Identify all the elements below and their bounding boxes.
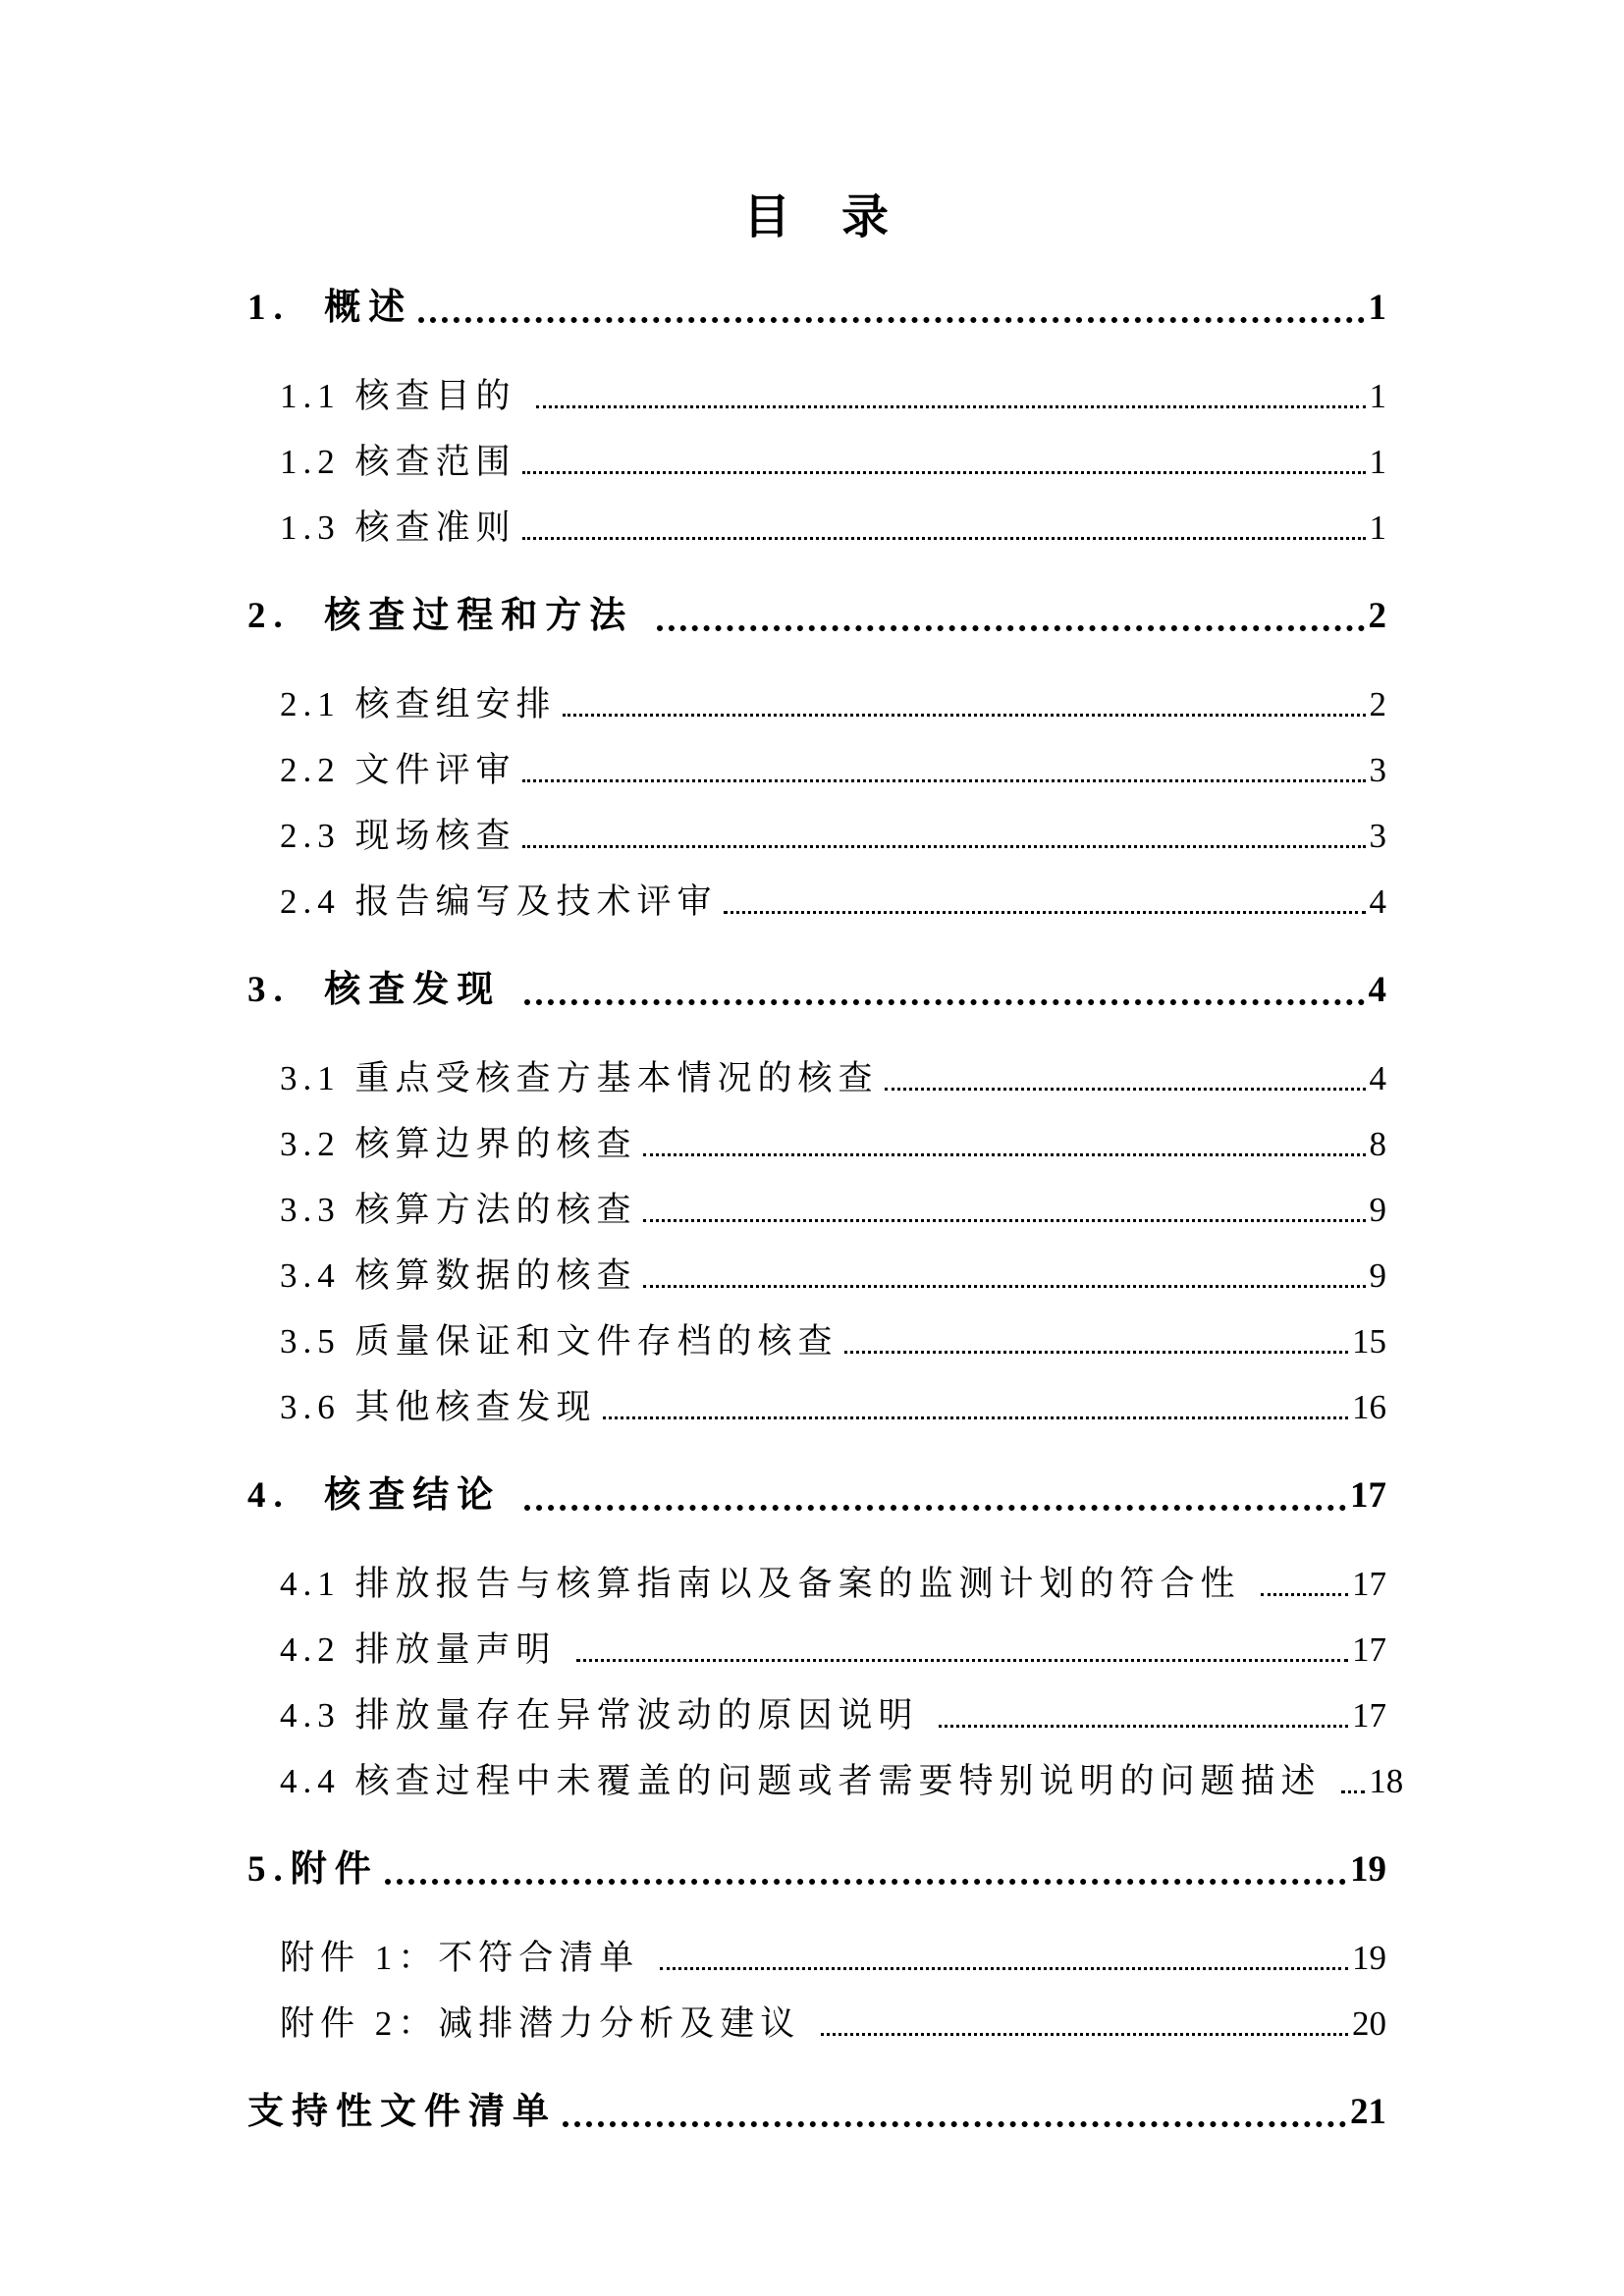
toc-entry-page-number: 3 (1369, 817, 1386, 855)
toc-entry-label: 3.4 核算数据的核查 (280, 1256, 637, 1295)
toc-entry (247, 429, 1386, 495)
toc-entry-label: 附件 2：减排潜力分析及建议 (280, 2004, 816, 2043)
toc-entry-page-number: 18 (1369, 1762, 1404, 1800)
toc-entry-page-number: 9 (1369, 1191, 1386, 1229)
toc-entry-label: 4.1 排放报告与核算指南以及备案的监测计划的符合性 (280, 1565, 1256, 1603)
toc-entry-label: 5.附件 (247, 1849, 379, 1890)
toc-entry-label: 2. 核查过程和方法 (247, 596, 651, 636)
toc-entry-label: 3.3 核算方法的核查 (280, 1191, 637, 1229)
toc-entry (247, 803, 1386, 869)
dot-leader (563, 2121, 1346, 2127)
toc-list (247, 275, 1404, 2145)
dot-leader (724, 911, 1366, 914)
dot-leader (418, 317, 1364, 323)
toc-entry-page-number: 16 (1352, 1388, 1386, 1426)
toc-entry-label: 支持性文件清单 (247, 2092, 557, 2132)
toc-entry (247, 1551, 1386, 1617)
toc-entry (247, 2079, 1386, 2145)
toc-entry-page-number: 2 (1369, 685, 1386, 723)
toc-entry (247, 1243, 1386, 1308)
toc-entry-page-number: 1 (1369, 443, 1386, 481)
toc-entry-label: 2.4 报告编写及技术评审 (280, 882, 718, 921)
dot-leader (885, 1088, 1366, 1091)
toc-entry-label: 1. 概述 (247, 288, 413, 328)
toc-entry (247, 1682, 1386, 1748)
dot-leader (522, 779, 1366, 782)
toc-entry-page-number: 9 (1369, 1256, 1386, 1295)
dot-leader (657, 625, 1365, 631)
toc-entry (247, 583, 1386, 649)
dot-leader (603, 1416, 1348, 1419)
page-title: 目 录 (742, 191, 891, 243)
dot-leader (1341, 1790, 1365, 1793)
dot-leader (939, 1725, 1348, 1728)
toc-entry (247, 1045, 1386, 1111)
toc-entry-page-number: 20 (1352, 2004, 1386, 2043)
toc-entry-label: 4.2 排放量声明 (280, 1630, 571, 1669)
dot-leader (563, 714, 1366, 717)
toc-entry-page-number: 4 (1369, 1059, 1386, 1097)
toc-entry (247, 671, 1386, 737)
dot-leader (576, 1659, 1348, 1662)
toc-entry-page-number: 8 (1369, 1125, 1386, 1163)
dot-leader (821, 2033, 1348, 2036)
toc-entry-label: 2.2 文件评审 (280, 751, 516, 789)
toc-entry (247, 1925, 1386, 1991)
toc-entry-label: 4. 核查结论 (247, 1475, 518, 1516)
toc-entry-page-number: 1 (1369, 508, 1386, 547)
toc-entry (247, 957, 1386, 1023)
dot-leader (522, 471, 1366, 474)
toc-entry-page-number: 17 (1352, 1696, 1386, 1735)
toc-entry-label: 3.5 质量保证和文件存档的核查 (280, 1322, 839, 1361)
dot-leader (643, 1219, 1366, 1222)
toc-entry-page-number: 1 (1369, 377, 1386, 415)
toc-entry-page-number: 17 (1352, 1565, 1386, 1603)
toc-entry (247, 1374, 1386, 1440)
toc-entry-label: 4.3 排放量存在异常波动的原因说明 (280, 1696, 934, 1735)
toc-entry (247, 869, 1386, 934)
toc-entry (247, 1837, 1386, 1902)
toc-entry-label: 3.2 核算边界的核查 (280, 1125, 637, 1163)
toc-entry (247, 275, 1386, 341)
dot-leader (536, 405, 1365, 408)
toc-entry (247, 1111, 1386, 1177)
toc-entry (247, 737, 1386, 803)
toc-entry-page-number: 4 (1369, 882, 1386, 921)
dot-leader (524, 999, 1365, 1005)
toc-entry (247, 1617, 1386, 1682)
toc-entry (247, 1748, 1404, 1814)
toc-entry-label: 1.2 核查范围 (280, 443, 516, 481)
toc-entry-label: 附件 1：不符合清单 (280, 1939, 655, 1977)
toc-entry (247, 1463, 1386, 1528)
dot-leader (524, 1505, 1347, 1511)
toc-entry-page-number: 15 (1352, 1322, 1386, 1361)
toc-entry (247, 363, 1386, 429)
toc-entry-label: 4.4 核查过程中未覆盖的问题或者需要特别说明的问题描述 (280, 1762, 1336, 1800)
dot-leader (522, 845, 1366, 848)
toc-entry-page-number: 1 (1368, 288, 1386, 328)
dot-leader (1261, 1593, 1348, 1596)
toc-entry-label: 3.1 重点受核查方基本情况的核查 (280, 1059, 879, 1097)
toc-entry (247, 495, 1386, 561)
toc-entry (247, 1177, 1386, 1243)
toc-entry-page-number: 21 (1350, 2092, 1386, 2132)
toc-entry-label: 1.1 核查目的 (280, 377, 531, 415)
toc-entry-page-number: 19 (1352, 1939, 1386, 1977)
toc-entry-page-number: 3 (1369, 751, 1386, 789)
dot-leader (643, 1285, 1366, 1288)
toc-entry-label: 2.1 核查组安排 (280, 685, 557, 723)
toc-entry-label: 3. 核查发现 (247, 970, 518, 1010)
dot-leader (660, 1967, 1348, 1970)
toc-entry-label: 2.3 现场核查 (280, 817, 516, 855)
toc-entry-page-number: 17 (1350, 1475, 1386, 1516)
toc-entry (247, 1308, 1386, 1374)
toc-entry-label: 3.6 其他核查发现 (280, 1388, 597, 1426)
toc-entry-page-number: 4 (1368, 970, 1386, 1010)
toc-entry-label: 1.3 核查准则 (280, 508, 516, 547)
dot-leader (385, 1879, 1346, 1885)
toc-entry-page-number: 19 (1350, 1849, 1386, 1890)
dot-leader (522, 537, 1366, 540)
dot-leader (643, 1153, 1366, 1156)
toc-entry-page-number: 2 (1368, 596, 1386, 636)
toc-entry (247, 1991, 1386, 2056)
toc-entry-page-number: 17 (1352, 1630, 1386, 1669)
dot-leader (844, 1351, 1348, 1354)
